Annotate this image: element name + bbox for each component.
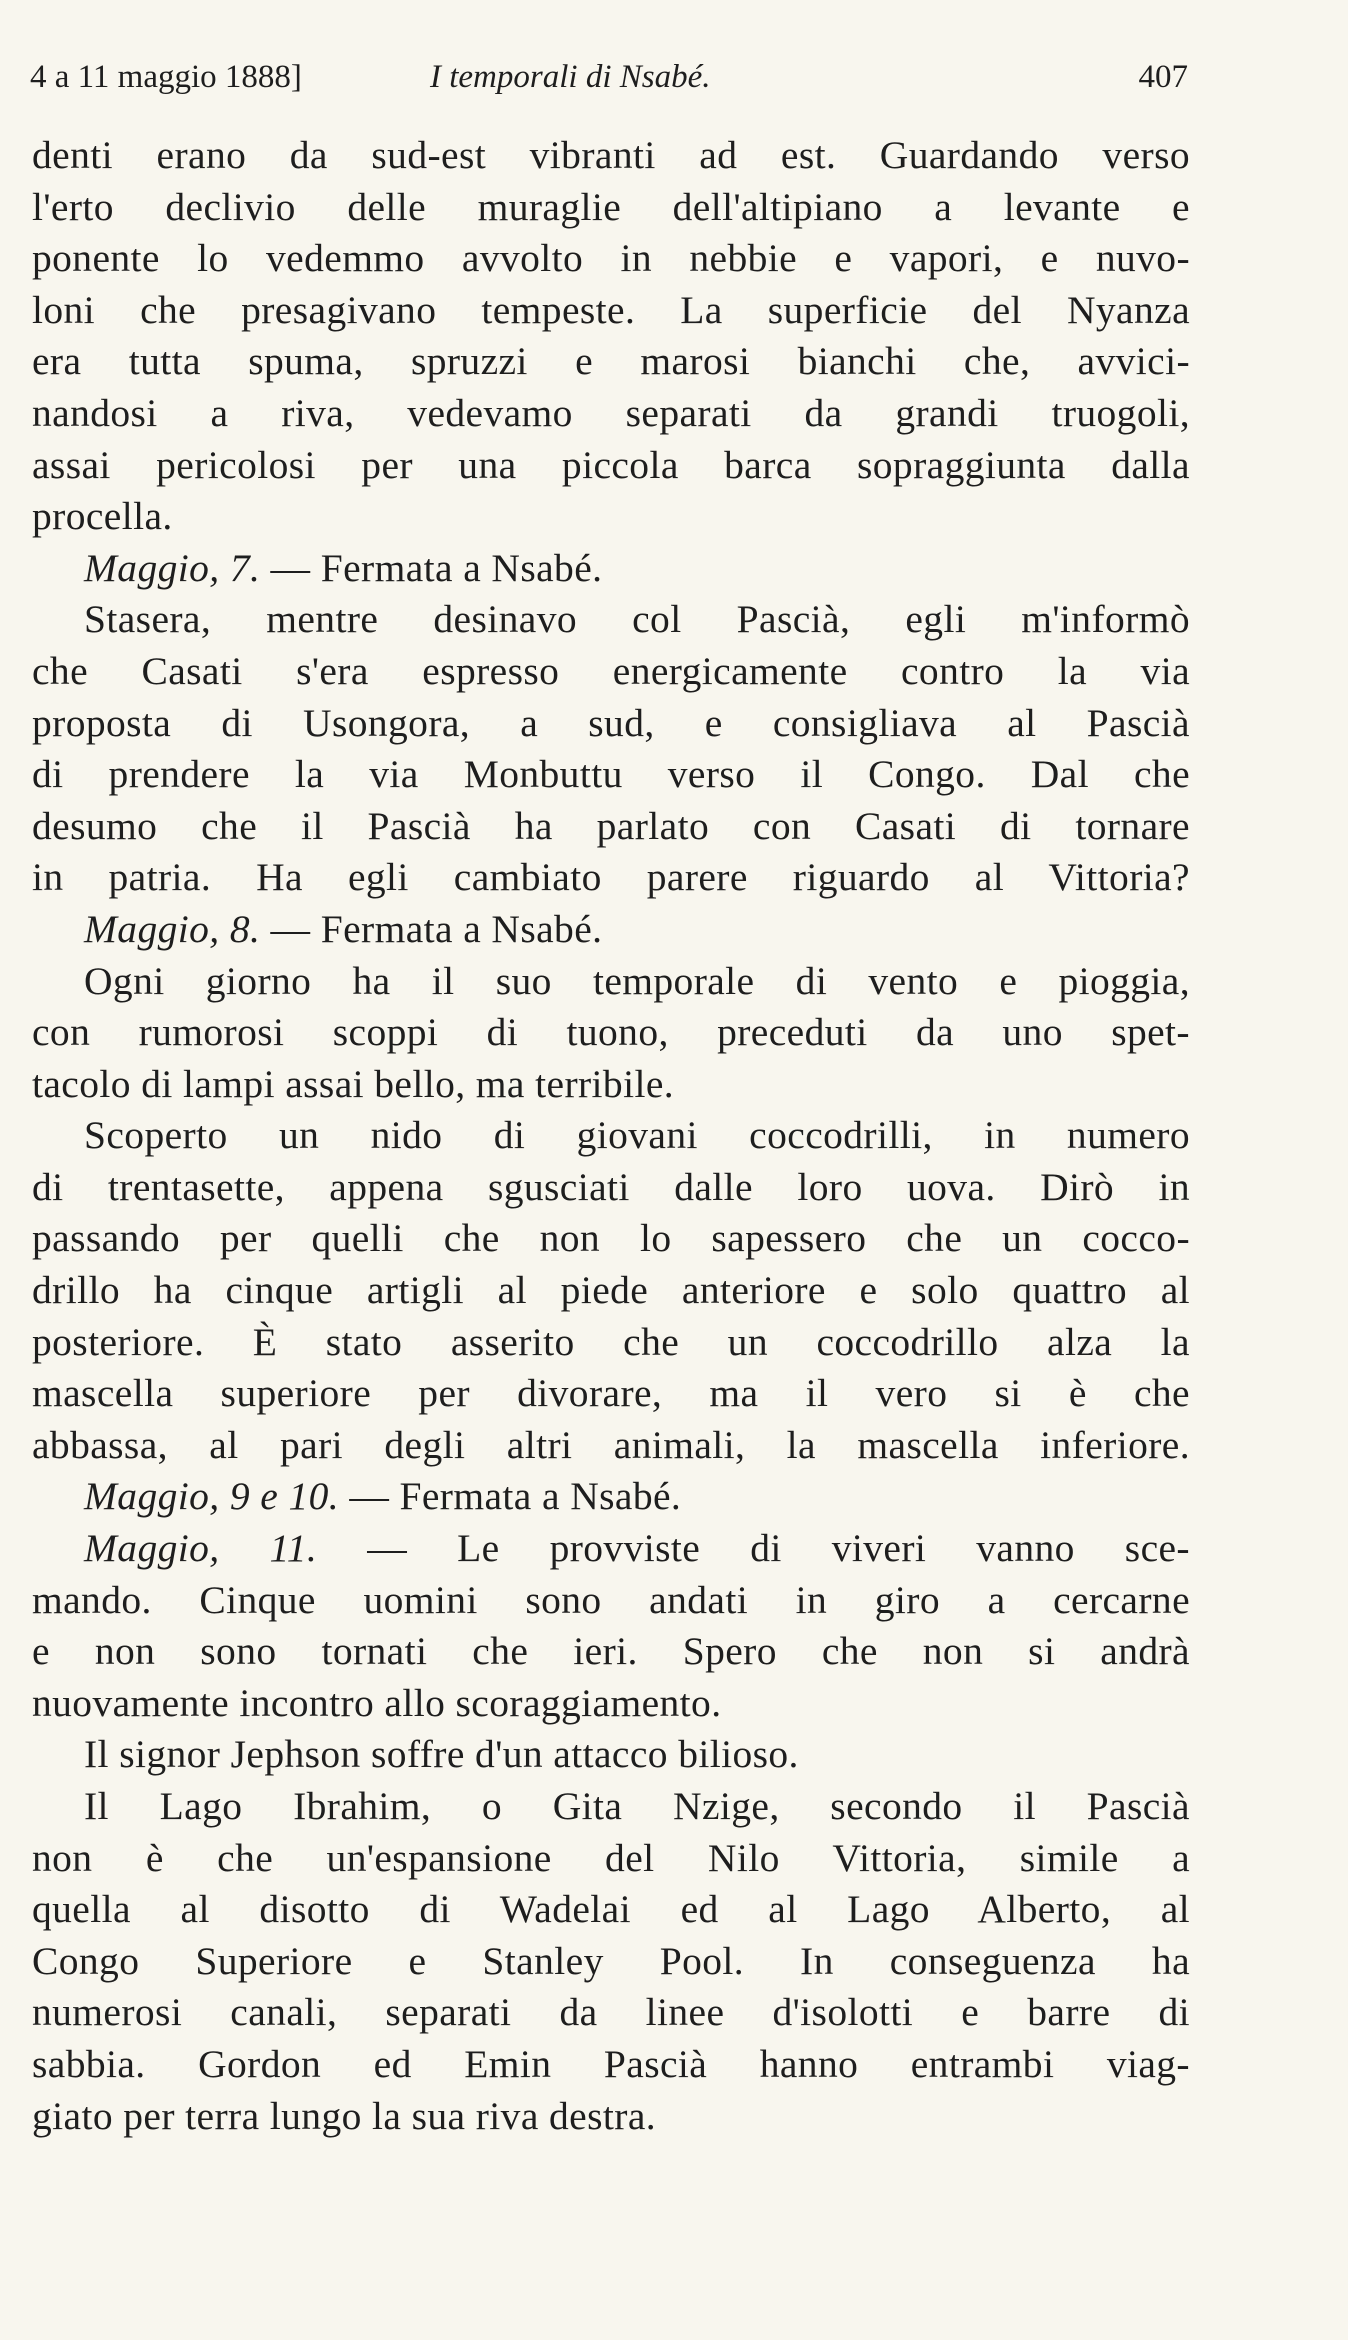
- text-line: Ogni giorno ha il suo temporale di vento e pioggia,: [84, 958, 1190, 1003]
- text-line: mando. Cinque uomini sono andati in giro a cercarne: [32, 1577, 1190, 1622]
- running-head-title: I temporali di Nsabé.: [430, 59, 711, 95]
- text-line: tacolo di lampi assai bello, ma terribile.: [32, 1061, 675, 1106]
- diary-entry-heading: [32, 1471, 1190, 1523]
- text-line: assai pericolosi per una piccola barca sopraggiunta dalla: [32, 442, 1190, 487]
- text-line: Il signor Jephson soffre d'un attacco bilioso.: [84, 1732, 799, 1777]
- entry-note: — Le provviste di viveri vanno sce-: [317, 1526, 1190, 1571]
- entry-date: Maggio, 8.: [84, 906, 261, 951]
- entry-date: Maggio, 7.: [84, 545, 261, 590]
- text-line: desumo che il Pascià ha parlato con Casati di tornare: [32, 803, 1190, 848]
- diary-entry-heading: [32, 1523, 1190, 1575]
- entry-note: — Fermata a Nsabé.: [260, 906, 603, 951]
- text-line: giato per terra lungo la sua riva destra.: [32, 2093, 657, 2138]
- text-line: era tutta spuma, spruzzi e marosi bianchi che, avvici-: [32, 339, 1190, 384]
- text-line: loni che presagivano tempeste. La superficie del Nyanza: [32, 287, 1190, 332]
- text-line: drillo ha cinque artigli al piede anteriore e solo quattro al: [32, 1268, 1190, 1313]
- text-line: di prendere la via Monbuttu verso il Congo. Dal che: [32, 752, 1190, 797]
- text-line: non è che un'espansione del Nilo Vittoria, simile a: [32, 1835, 1190, 1880]
- text-line: proposta di Usongora, a sud, e consigliava al Pascià: [32, 700, 1190, 745]
- body-text: [32, 130, 1190, 2142]
- text-line: mascella superiore per divorare, ma il vero si è che: [32, 1371, 1190, 1416]
- text-line: sabbia. Gordon ed Emin Pascià hanno entrambi viag-: [32, 2041, 1190, 2086]
- text-line: quella al disotto di Wadelai ed al Lago Alberto, al: [32, 1887, 1190, 1932]
- text-line: procella.: [32, 494, 173, 539]
- running-head-dates: 4 a 11 maggio 1888]: [30, 59, 302, 95]
- text-line: nuovamente incontro allo scoraggiamento.: [32, 1680, 722, 1725]
- text-line: Congo Superiore e Stanley Pool. In conseguenza ha: [32, 1938, 1190, 1983]
- entry-date: Maggio, 9 e 10.: [84, 1474, 340, 1519]
- text-line: Scoperto un nido di giovani coccodrilli, in numero: [84, 1113, 1190, 1158]
- text-line: nandosi a riva, vedevamo separati da grandi truogoli,: [32, 390, 1190, 435]
- diary-entry-heading: [32, 904, 1190, 956]
- text-line: posteriore. È stato asserito che un coccodrillo alza la: [32, 1319, 1190, 1364]
- running-head: [30, 52, 1188, 102]
- text-line: l'erto declivio delle muraglie dell'altipiano a levante e: [32, 184, 1190, 229]
- entry-date: Maggio, 11.: [84, 1526, 318, 1571]
- text-line: passando per quelli che non lo sapessero che un cocco-: [32, 1216, 1190, 1261]
- text-line: abbassa, al pari degli altri animali, la mascella inferiore.: [32, 1422, 1190, 1467]
- text-line: che Casati s'era espresso energicamente contro la via: [32, 648, 1190, 693]
- text-line: Il Lago Ibrahim, o Gita Nzige, secondo il Pascià: [84, 1784, 1190, 1828]
- text-line: in patria. Ha egli cambiato parere riguardo al Vittoria?: [32, 855, 1190, 900]
- text-line: Stasera, mentre desinavo col Pascià, egli m'informò: [84, 597, 1190, 642]
- text-line: di trentasette, appena sgusciati dalle loro uova. Dirò in: [32, 1164, 1190, 1209]
- page-number: 407: [1138, 59, 1188, 95]
- text-line: e non sono tornati che ieri. Spero che non si andrà: [32, 1629, 1190, 1674]
- text-line: ponente lo vedemmo avvolto in nebbie e vapori, e nuvo-: [32, 236, 1190, 281]
- entry-note: — Fermata a Nsabé.: [260, 545, 603, 590]
- text-line: con rumorosi scoppi di tuono, preceduti da uno spet-: [32, 1010, 1190, 1055]
- text-line: denti erano da sud-est vibranti ad est. Guardando verso: [32, 133, 1190, 177]
- text-line: numerosi canali, separati da linee d'isolotti e barre di: [32, 1990, 1190, 2035]
- entry-note: — Fermata a Nsabé.: [339, 1474, 682, 1519]
- diary-entry-heading: [32, 543, 1190, 595]
